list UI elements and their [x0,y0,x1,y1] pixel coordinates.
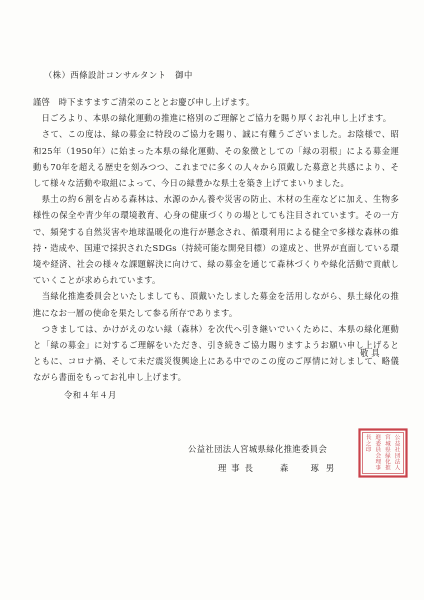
signer-name: 森 琢男 [280,463,342,473]
letter-date: 令和４年４月 [64,390,117,400]
seal-glyph: 益 [394,441,401,448]
seal-glyph: 推 [385,465,391,472]
addressee: （株）西條設計コンサルタント 御中 [44,70,193,80]
committee-paragraph: 当緑化推進委員会といたしましても、頂戴いたしました募金を活用しながら、県土緑化の推進になお一層の使命を果たして参る所存であります。 [33,291,399,318]
thanks-paragraph: 日ごろより、本県の緑化運動の推進に格別のご理解とご協力を賜り厚くお礼申し上げます。 [33,113,392,124]
seal-glyph: 社 [394,447,401,454]
official-seal-stamp [358,428,408,478]
seal-glyph: 印 [365,447,372,454]
seal-glyph: 宮 [385,435,391,442]
seal-glyph: 進 [375,435,382,442]
signer-title: 理事長 [218,463,258,473]
seal-glyph: 会 [375,453,382,460]
request-paragraph: つきましては、かけがえのない緑（森林）を次代へ引き継いでいくために、本県の緑化運動と「緑の募金」に対するご理解をいただき、引き続きご協力賜りますようお願い申し上げるとともに、コロナ禍、そして未だ震災復興途上にある中でのこの度のご厚情に対しまして、略儀ながら書面をもってお礼申し上げます。 [33,323,399,383]
seal-glyph: 事 [375,465,382,472]
greeting-paragraph: 謹啓 時下ますますご清栄のこととお慶び申し上げます。 [33,97,255,107]
seal-glyph: 公 [394,435,401,442]
seal-glyph: 法 [394,459,401,466]
seal-glyph: 人 [394,465,401,472]
seal-glyph: 城 [385,441,391,448]
closing-phrase: 敬具 [360,348,383,358]
signer [218,462,341,474]
letter-body [33,94,399,386]
seal-glyph: 団 [394,453,401,460]
seal-glyph: 委 [375,441,382,448]
seal-glyph: 長 [365,435,372,442]
donation-paragraph: さて、この度は、緑の募金に特段のご協力を賜り、誠に有難うございました。お陰様で、昭和25年（1950年）に始まった本県の緑化運動、その象徴としての「緑の羽根」による募金運動も70年を超える歴史を刻みつつ、これまでに多くの人々から頂戴した募意と共感により、そして様々な活動や取組によって、今日の緑豊かな県土を築き上げてまいりました。 [33,129,399,189]
seal-glyph: 県 [385,447,391,454]
organization-name: 公益社団法人宮城県緑化推進委員会 [188,444,328,454]
forest-paragraph: 県土の約６割を占める森林は、水源のかん養や災害の防止、木材の生産などに加え、生物多様性の保全や青少年の環境教育、心身の健康づくりの場としても注目されています。その一方で、頻発する自然災害や地球温暖化の進行が懸念され、循環利用による健全で多様な森林の維持・造成や、国連で採択されたSDGs（持続可能な開発目標）の達成と、世界が直面している環境や経済、社会の様々な課題解決に向けて、緑の募金を通じて森林づくりや緑化活動で貢献していくことが求められています。 [33,194,399,286]
seal-glyph: 理 [375,459,382,466]
seal-glyph: 之 [365,441,372,448]
seal-glyph: 緑 [385,453,391,460]
seal-glyph: 員 [375,447,382,454]
seal-glyph: 化 [385,459,391,466]
